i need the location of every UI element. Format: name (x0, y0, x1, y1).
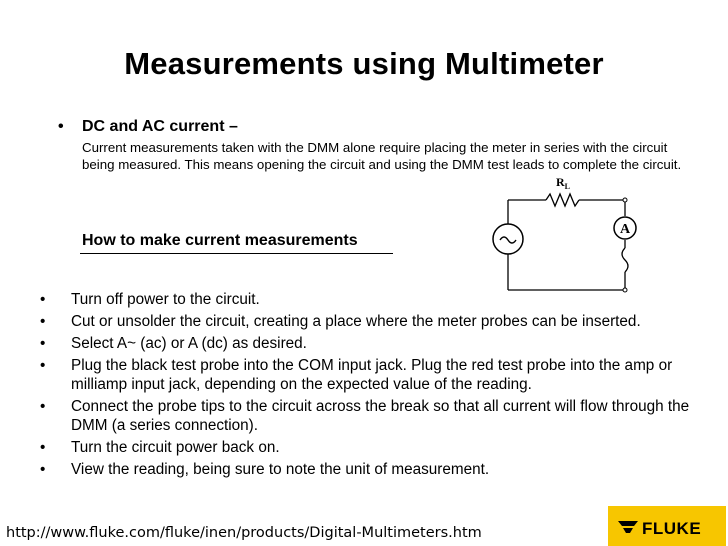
bullet-icon: • (40, 398, 46, 415)
source-link[interactable]: http://www.fluke.com/fluke/inen/products/Digital-Multimeters.htm (6, 525, 482, 541)
intro-body: Current measurements taken with the DMM alone require placing the meter in series with the circuit being measured. This means opening the circuit and using the DMM test leads to complete the circuit. (82, 140, 682, 172)
list-item (40, 356, 700, 394)
bullet-icon: • (40, 461, 46, 478)
step-text: Turn the circuit power back on. (71, 439, 280, 456)
list-item (40, 334, 700, 353)
step-text: Cut or unsolder the circuit, creating a place where the meter probes can be inserted. (71, 313, 641, 330)
slide-title: Measurements using Multimeter (124, 46, 604, 81)
list-item (40, 460, 700, 479)
step-text: Turn off power to the circuit. (71, 291, 260, 308)
how-to-heading: How to make current measurements (82, 232, 358, 249)
steps-list (40, 290, 700, 482)
intro-heading: DC and AC current – (82, 118, 238, 135)
meter-label: A (619, 222, 631, 237)
bullet-icon: • (40, 335, 46, 352)
step-text: Plug the black test probe into the COM input jack. Plug the red test probe into the amp or milliamp input jack, depending on the expected value of the reading. (71, 357, 673, 393)
list-item (40, 438, 700, 457)
step-text: View the reading, being sure to note the unit of measurement. (71, 461, 490, 478)
list-item (40, 397, 700, 435)
resistor-label: $R_L$ (556, 175, 571, 191)
resistor-icon (546, 194, 579, 206)
bullet-icon: • (58, 118, 64, 135)
break-icon (622, 248, 628, 272)
step-text: Connect the probe tips to the circuit across the break so that all current will flow through the DMM (a series connection). (71, 398, 690, 434)
bullet-icon: • (40, 291, 46, 308)
logo-text: FLUKE (642, 519, 702, 538)
list-item (40, 290, 700, 309)
terminal-icon (623, 198, 627, 202)
fluke-mark-icon (618, 521, 638, 535)
bullet-icon: • (40, 357, 46, 374)
bullet-icon: • (40, 313, 46, 330)
list-item (40, 312, 700, 331)
bullet-icon: • (40, 439, 46, 456)
circuit-diagram (480, 168, 650, 298)
step-text: Select A~ (ac) or A (dc) as desired. (71, 335, 307, 352)
heading-underline (80, 253, 393, 254)
